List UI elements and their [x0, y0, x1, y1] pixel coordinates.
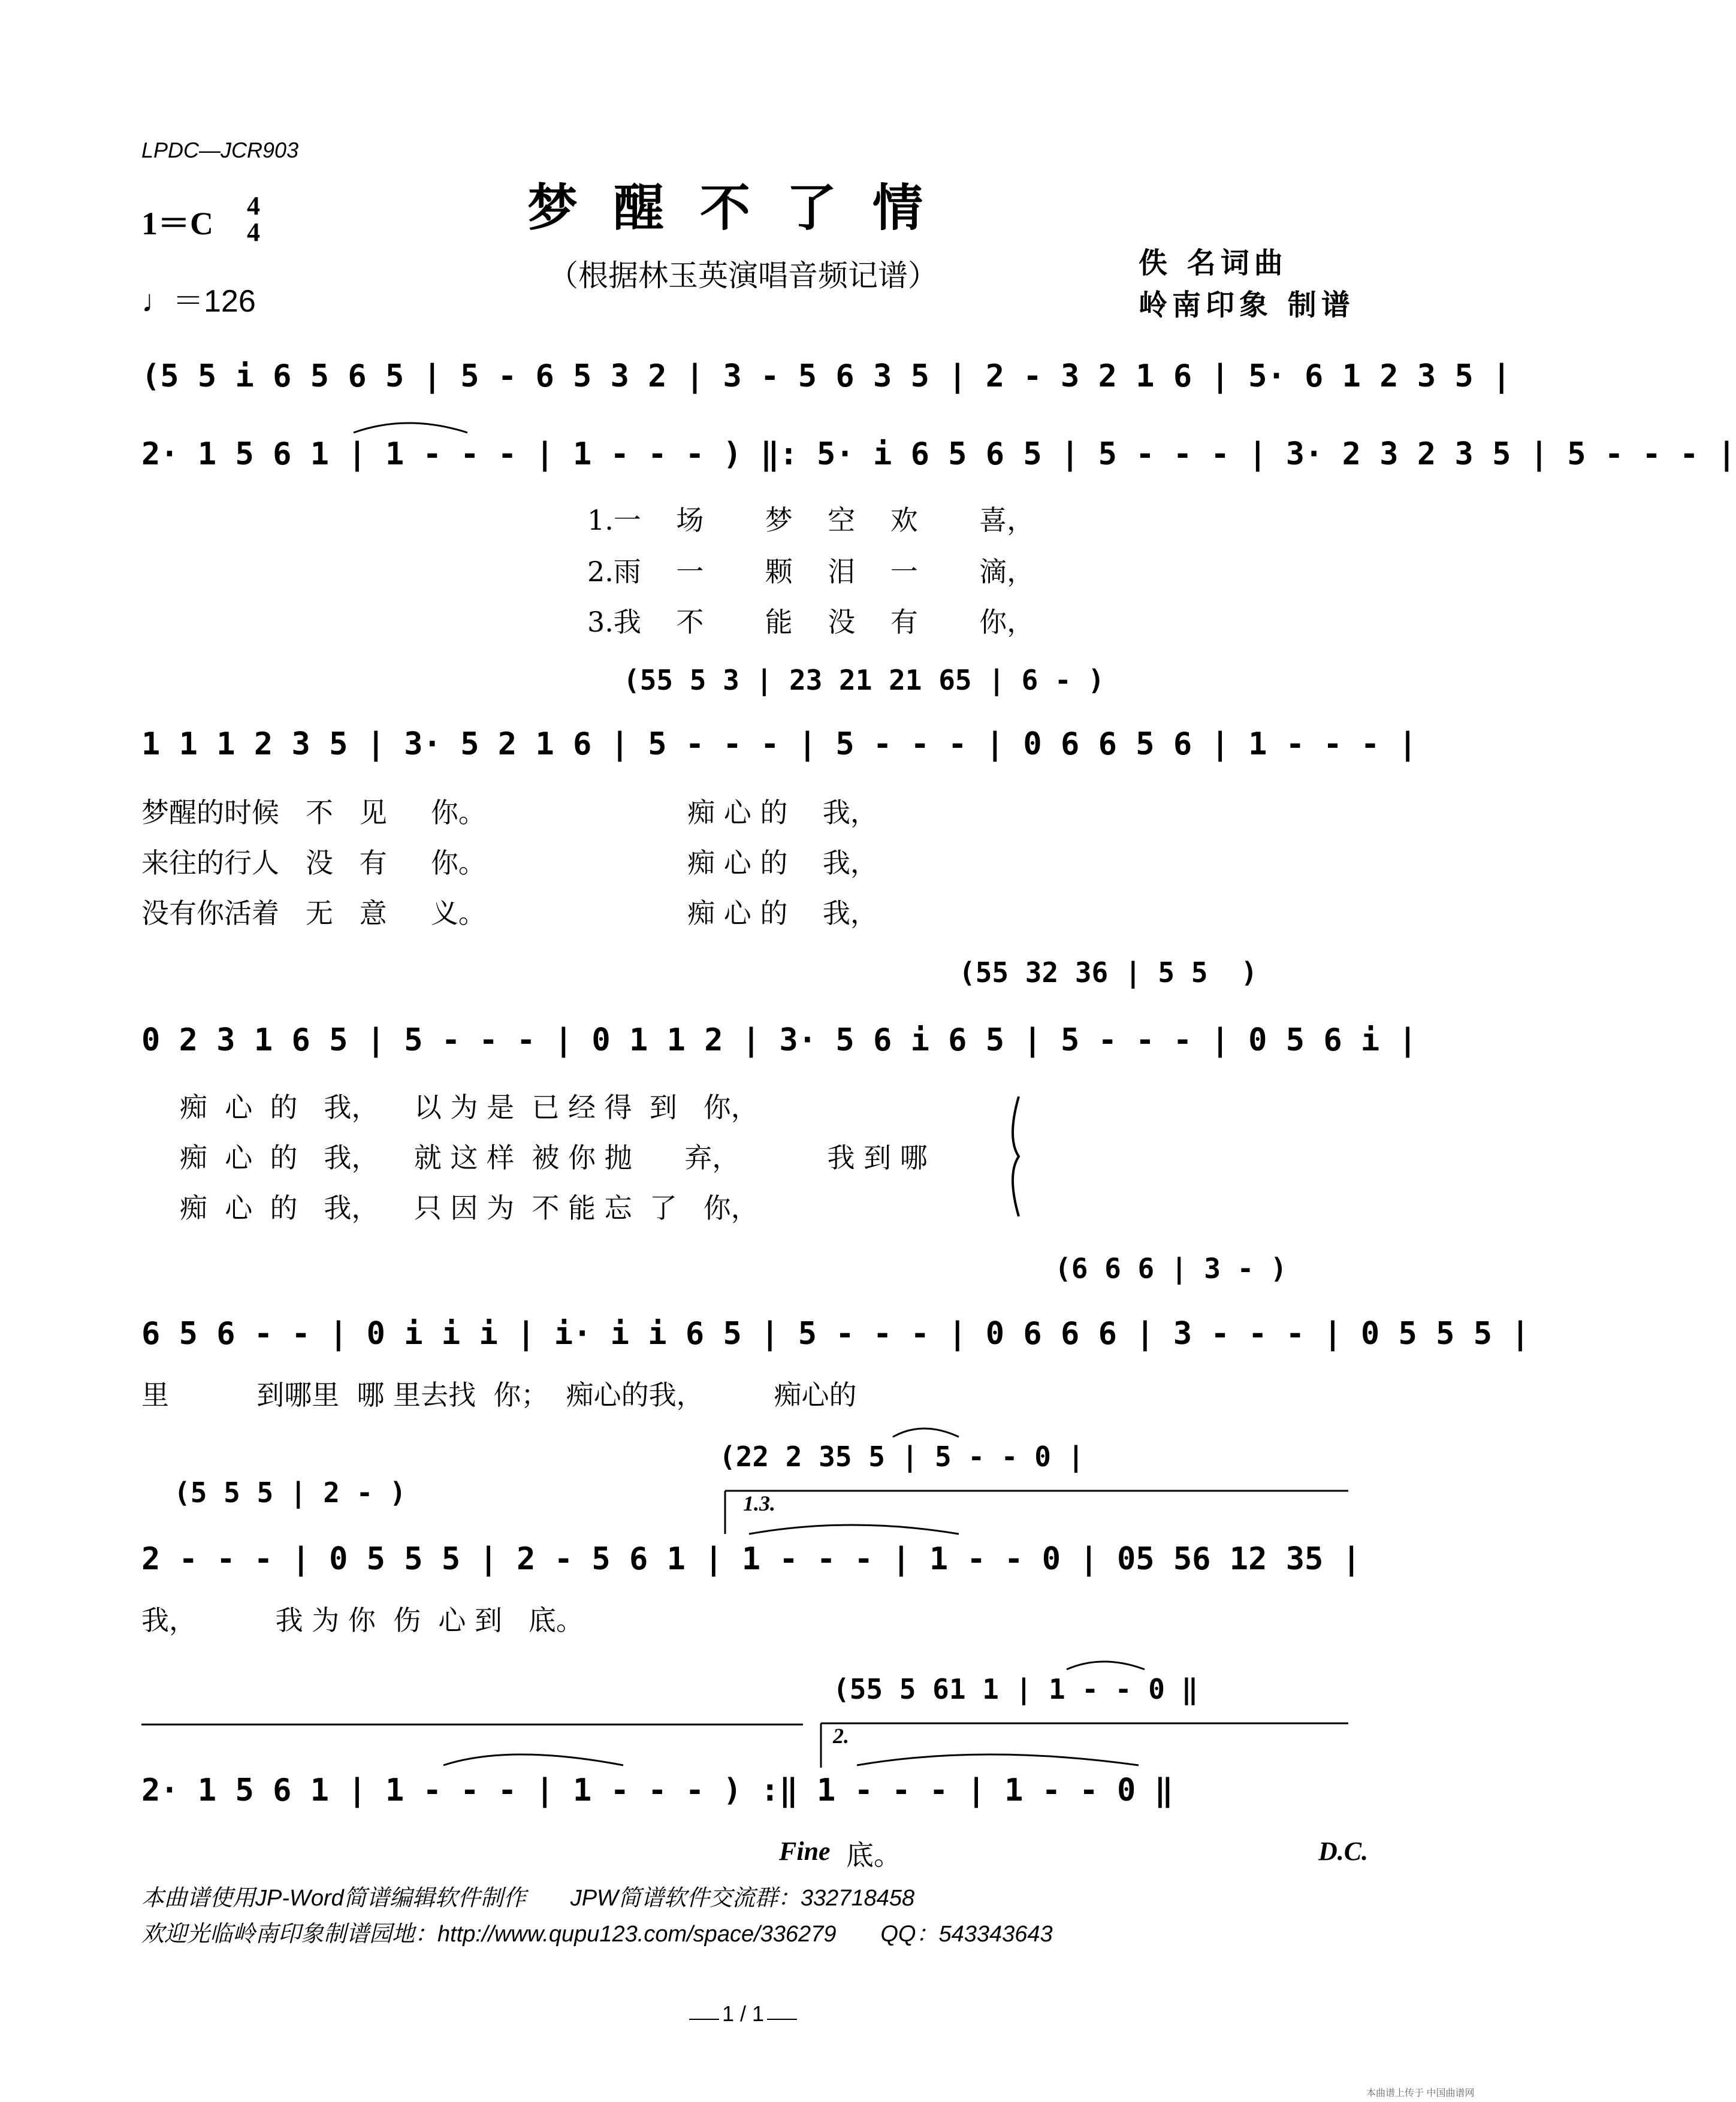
time-signature-bottom: 4	[247, 218, 260, 247]
credit-transcriber: 岭南印象 制谱	[1139, 288, 1355, 322]
credit-composer: 佚 名词曲	[1139, 246, 1288, 280]
tie-arc	[354, 423, 467, 433]
interlude-line-6a: (5 5 5 | 2 - )	[174, 1476, 406, 1509]
song-title: 梦醒不了情	[527, 178, 959, 237]
interlude-line-7: (55 5 61 1 | 1 - - 0 ‖	[833, 1673, 1198, 1705]
lyric-line-6: 我， 我 为 你 伤 心 到 底。	[141, 1604, 584, 1636]
notation-line-1: (5 5 i 6 5 6 5 | 5 - 6 5 3 2 | 3 - 5 6 3 5 | 2 - 3 2 1 6 | 5· 6 1 2 3 5 |	[141, 358, 1511, 394]
tie-arc	[857, 1754, 1139, 1765]
notation-line-6: 2 - - - | 0 5 5 5 | 2 - 5 6 1 | 1 - - - | 1 - - 0 | 05 56 12 35 |	[141, 1541, 1361, 1577]
subtitle: （根据林玉英演唱音频记谱）	[548, 258, 938, 293]
key-signature: 1＝C	[141, 206, 213, 241]
tie-arc	[749, 1525, 959, 1534]
interlude-line-6b: (22 2 35 5 | 5 - - 0 |	[719, 1440, 1085, 1473]
time-signature-top: 4	[247, 191, 260, 221]
notation-line-7: 2· 1 5 6 1 | 1 - - - | 1 - - - ) :‖ 1 - - - | 1 - - 0 ‖	[141, 1772, 1173, 1808]
lyric-line-7: 底。	[846, 1839, 901, 1871]
lyric-line-2-verse-3: 3.我 不 能 没 有 你，	[587, 606, 1035, 638]
footer-line-2: 欢迎光临岭南印象制谱园地：http://www.qupu123.com/space/336279 QQ：543343643	[141, 1922, 1053, 1947]
verse-brace	[1013, 1097, 1019, 1216]
lyric-line-4-verse-3: 痴 心 的 我， 只 因 为 不 能 忘 了 你，	[180, 1192, 759, 1224]
tie-arc	[443, 1754, 623, 1765]
lyric-line-3-verse-3: 没有你活着 无 意 义。 痴 心 的 我，	[141, 897, 878, 929]
lyric-line-2-verse-2: 2.雨 一 颗 泪 一 滴，	[587, 555, 1035, 588]
page-number: 1 / 1	[721, 2001, 765, 2026]
tempo-marking: ♩＝126	[141, 284, 256, 319]
interlude-line-4: (55 32 36 | 5 5 )	[959, 956, 1258, 989]
lyric-line-3-verse-2: 来往的行人 没 有 你。 痴 心 的 我，	[141, 847, 878, 879]
site-watermark: 本曲谱上传于 中国曲谱网	[1366, 2088, 1475, 2098]
dc-marking: D.C.	[1318, 1837, 1369, 1866]
lyric-line-4-verse-1: 痴 心 的 我， 以 为 是 已 经 得 到 你，	[180, 1091, 759, 1124]
volta-2-label: 2.	[833, 1724, 849, 1748]
notation-line-2: 2· 1 5 6 1 | 1 - - - | 1 - - - ) ‖: 5· i 6 5 6 5 | 5 - - - | 3· 2 3 2 3 5 | 5 - - - |	[141, 436, 1736, 472]
score-code: LPDC—JCR903	[141, 138, 299, 162]
tie-arc	[893, 1428, 959, 1437]
notation-line-4: 0 2 3 1 6 5 | 5 - - - | 0 1 1 2 | 3· 5 6 i 6 5 | 5 - - - | 0 5 6 i |	[141, 1022, 1417, 1058]
lyric-line-2-verse-1: 1.一 场 梦 空 欢 喜，	[587, 504, 1035, 536]
notation-line-3: 1 1 1 2 3 5 | 3· 5 2 1 6 | 5 - - - | 5 - - - | 0 6 6 5 6 | 1 - - - |	[141, 726, 1417, 762]
lyric-line-3-verse-1: 梦醒的时候 不 见 你。 痴 心 的 我，	[141, 796, 878, 829]
footer-line-1: 本曲谱使用JP-Word简谱编辑软件制作 JPW简谱软件交流群：332718458	[141, 1886, 915, 1911]
tie-arc	[1067, 1662, 1145, 1669]
lyric-line-5: 里 到哪里 哪 里去找 你； 痴心的我， 痴心的	[141, 1379, 857, 1411]
fine-marking: Fine	[779, 1837, 831, 1866]
interlude-line-3: (55 5 3 | 23 21 21 65 | 6 - )	[623, 664, 1105, 696]
interlude-line-5: (6 6 6 | 3 - )	[1055, 1252, 1287, 1285]
volta-1-3-label: 1.3.	[743, 1491, 775, 1515]
lyric-line-4-verse-2: 痴 心 的 我， 就 这 样 被 你 抛 弃， 我 到 哪	[180, 1141, 928, 1174]
notation-line-5: 6 5 6 - - | 0 i i i | i· i i 6 5 | 5 - - - | 0 6 6 6 | 3 - - - | 0 5 5 5 |	[141, 1316, 1530, 1352]
